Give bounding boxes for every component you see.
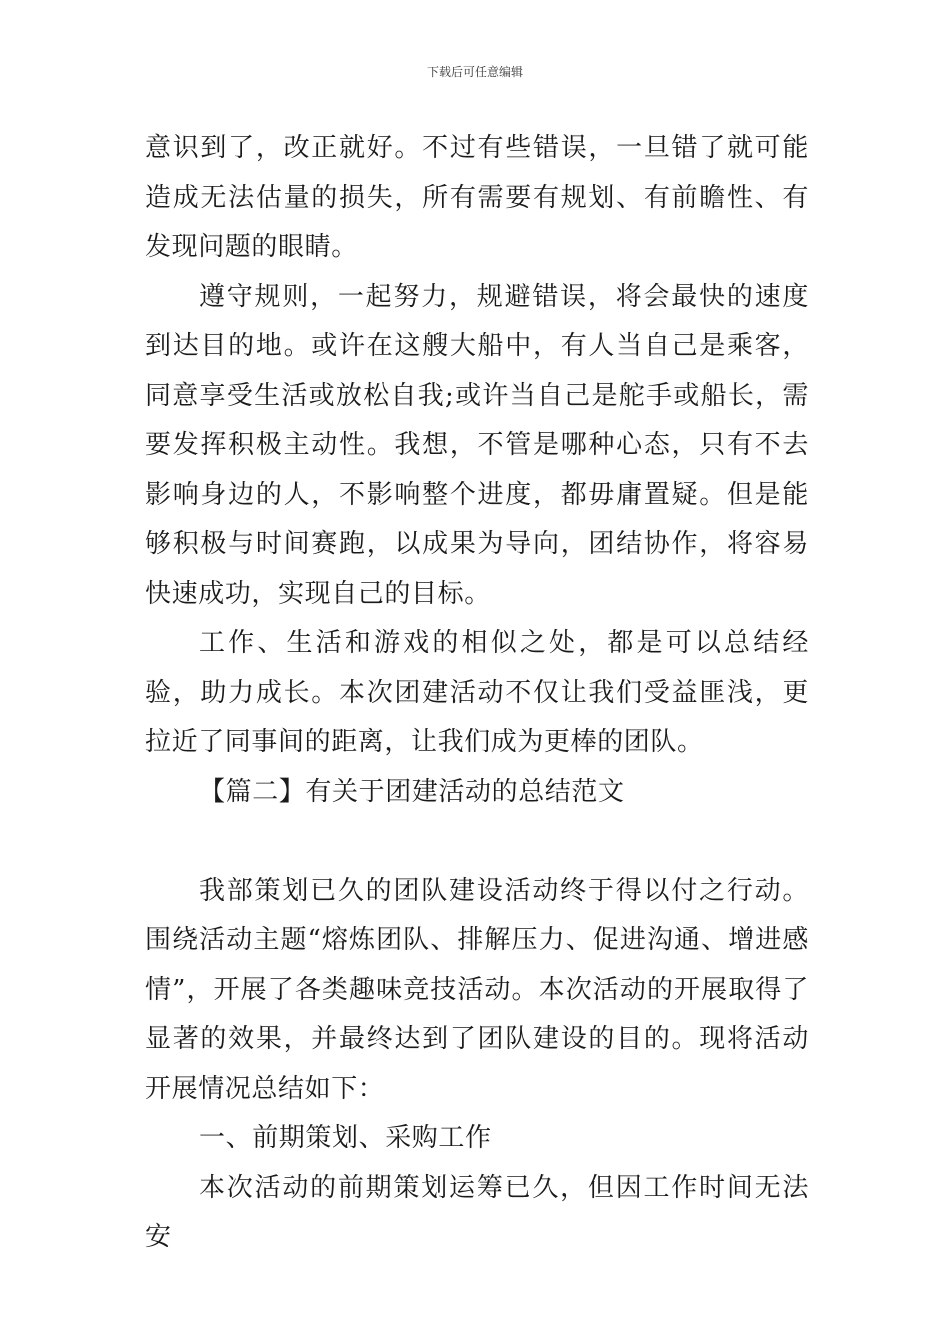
paragraph-5: 本次活动的前期策划运筹已久，但因工作时间无法安 (145, 1172, 809, 1252)
paragraph-4: 我部策划已久的团队建设活动终于得以付之行动。围绕活动主题“熔炼团队、排解压力、促进沟通、增进感情”，开展了各类趣味竞技活动。本次活动的开展取得了显著的效果，并最终达到了团队建设的目的。现将活动开展情况总结如下： (145, 875, 809, 1104)
paragraph-2: 遵守规则，一起努力，规避错误，将会最快的速度到达目的地。或许在这艘大船中，有人当自己是乘客，同意享受生活或放松自我;或许当自己是舵手或船长，需要发挥积极主动性。我想，不管是哪种心态，只有不去影响身边的人，不影响整个进度，都毋庸置疑。但是能够积极与时间赛跑，以成果为导向，团结协作，将容易快速成功，实现自己的目标。 (145, 281, 809, 609)
document-body (145, 124, 809, 1263)
page-header: 下载后可任意编辑 (426, 65, 523, 79)
section-title: 【篇二】有关于团建活动的总结范文 (199, 776, 625, 807)
blank-line (145, 817, 809, 867)
paragraph-3: 工作、生活和游戏的相似之处，都是可以总结经验，助力成长。本次团建活动不仅让我们受益匪浅，更拉近了同事间的距离，让我们成为更棒的团队。 (145, 628, 809, 757)
heading-1: 一、前期策划、采购工作 (199, 1123, 492, 1153)
paragraph-1: 意识到了，改正就好。不过有些错误，一旦错了就可能造成无法估量的损失，所有需要有规划、有前瞻性、有发现问题的眼睛。 (145, 133, 809, 262)
